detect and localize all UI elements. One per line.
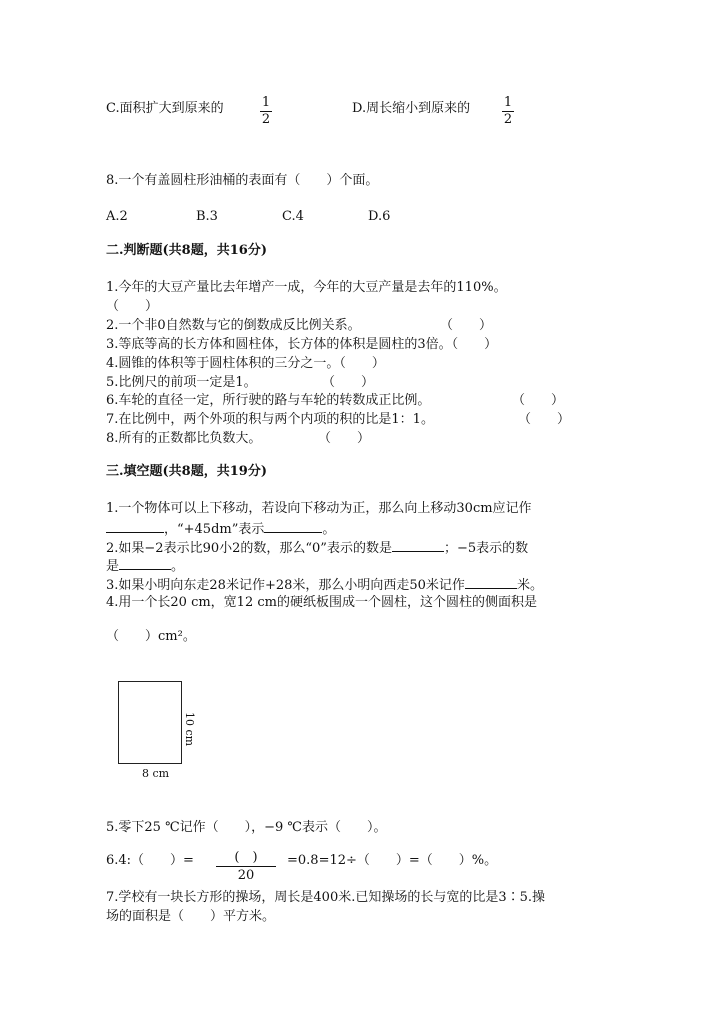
- fill-item-6-fraction: [216, 846, 276, 883]
- fill-item-1-text: ，“+45dm”表示: [164, 522, 265, 537]
- judge-item-8: 8.所有的正数都比负数大。: [106, 431, 262, 446]
- fraction-denominator: 20: [237, 868, 255, 883]
- judge-item-1: 1.今年的大豆产量比去年增产一成，今年的大豆产量是去年的110%。: [106, 280, 507, 295]
- fill-item-1-end: 。: [322, 522, 336, 537]
- answer-blank[interactable]: [106, 520, 164, 533]
- figure-height-label: 10 cm: [183, 712, 196, 747]
- rectangle-figure: [118, 681, 182, 764]
- fill-item-2-text-b: ；−5表示的数: [443, 541, 529, 556]
- answer-blank[interactable]: [465, 576, 517, 589]
- fill-item-6-right: =0.8=12÷（ ）=（ ）%。: [287, 853, 498, 868]
- judge-item-5-bracket: （ ）: [322, 375, 375, 390]
- answer-blank[interactable]: [264, 520, 322, 533]
- fill-item-6-left: 6.4:（ ）=: [106, 853, 194, 868]
- judge-item-6: 6.车轮的直径一定，所行驶的路与车轮的转数成正比例。: [106, 393, 431, 408]
- option-b: B.3: [196, 209, 218, 224]
- judge-item-1-bracket: （ ）: [106, 299, 159, 314]
- answer-blank[interactable]: [392, 539, 444, 552]
- judge-item-7: 7.在比例中，两个外项的积与两个内项的积的比是1：1。: [106, 412, 434, 427]
- option-a: A.2: [106, 209, 128, 224]
- option-c: C.4: [282, 209, 304, 224]
- fraction-half-c: [260, 96, 272, 127]
- fraction-denominator: 2: [261, 112, 271, 127]
- judge-item-2-bracket: （ ）: [440, 318, 493, 333]
- judge-item-4: 4.圆锥的体积等于圆柱体积的三分之一。（ ）: [106, 356, 385, 371]
- fill-item-2-text-c: 是: [106, 559, 120, 574]
- fill-item-2-line-b: [106, 557, 184, 575]
- answer-blank[interactable]: [119, 557, 171, 570]
- fill-item-2-end: 。: [171, 559, 185, 574]
- option-d: D.6: [368, 209, 391, 224]
- question-8-stem: 8.一个有盖圆柱形油桶的表面有（ ）个面。: [106, 173, 379, 188]
- section-3-title: 三.填空题(共8题，共19分): [106, 464, 267, 479]
- fill-item-3: [106, 576, 543, 594]
- judge-item-8-bracket: （ ）: [318, 431, 371, 446]
- judge-item-5: 5.比例尺的前项一定是1。: [106, 375, 257, 390]
- fill-item-1-line-b: [106, 520, 335, 538]
- fraction-numerator: ( ): [234, 850, 258, 865]
- fraction-numerator: 1: [503, 95, 513, 110]
- fill-item-7-line-b: 场的面积是（ ）平方米。: [106, 909, 276, 924]
- judge-item-3: 3.等底等高的长方体和圆柱体，长方体的体积是圆柱的3倍。（ ）: [106, 337, 498, 352]
- option-c-label: C.面积扩大到原来的: [106, 101, 224, 116]
- judge-item-6-bracket: （ ）: [512, 393, 565, 408]
- fraction-denominator: 2: [503, 112, 513, 127]
- fraction-numerator: 1: [261, 95, 271, 110]
- option-d-label: D.周长缩小到原来的: [352, 101, 471, 116]
- judge-item-7-bracket: （ ）: [518, 412, 571, 427]
- section-2-title: 二.判断题(共8题，共16分): [106, 243, 267, 258]
- fill-item-1-line-a: 1.一个物体可以上下移动，若设向下移动为正，那么向上移动30cm应记作: [106, 501, 532, 516]
- fill-item-3-text: 3.如果小明向东走28米记作+28米，那么小明向西走50米记作: [106, 578, 465, 593]
- judge-item-2: 2.一个非0自然数与它的倒数成反比例关系。: [106, 318, 361, 333]
- fill-item-4-line-b: （ ）cm²。: [106, 629, 196, 644]
- fill-item-2-text: 2.如果−2表示比90小2的数，那么“0”表示的数是: [106, 541, 392, 556]
- fill-item-4-line-a: 4.用一个长20 cm，宽12 cm的硬纸板围成一个圆柱，这个圆柱的侧面积是: [106, 595, 537, 610]
- figure-width-label: 8 cm: [142, 767, 170, 780]
- fill-item-7-line-a: 7.学校有一块长方形的操场，周长是400米.已知操场的长与宽的比是3∶5.操: [106, 890, 546, 905]
- fill-item-5: 5.零下25 ℃记作（ ），−9 ℃表示（ ）。: [106, 820, 387, 835]
- fill-item-3-end: 米。: [516, 578, 543, 593]
- fraction-half-d: [502, 96, 514, 127]
- fill-item-2-line-a: [106, 539, 528, 557]
